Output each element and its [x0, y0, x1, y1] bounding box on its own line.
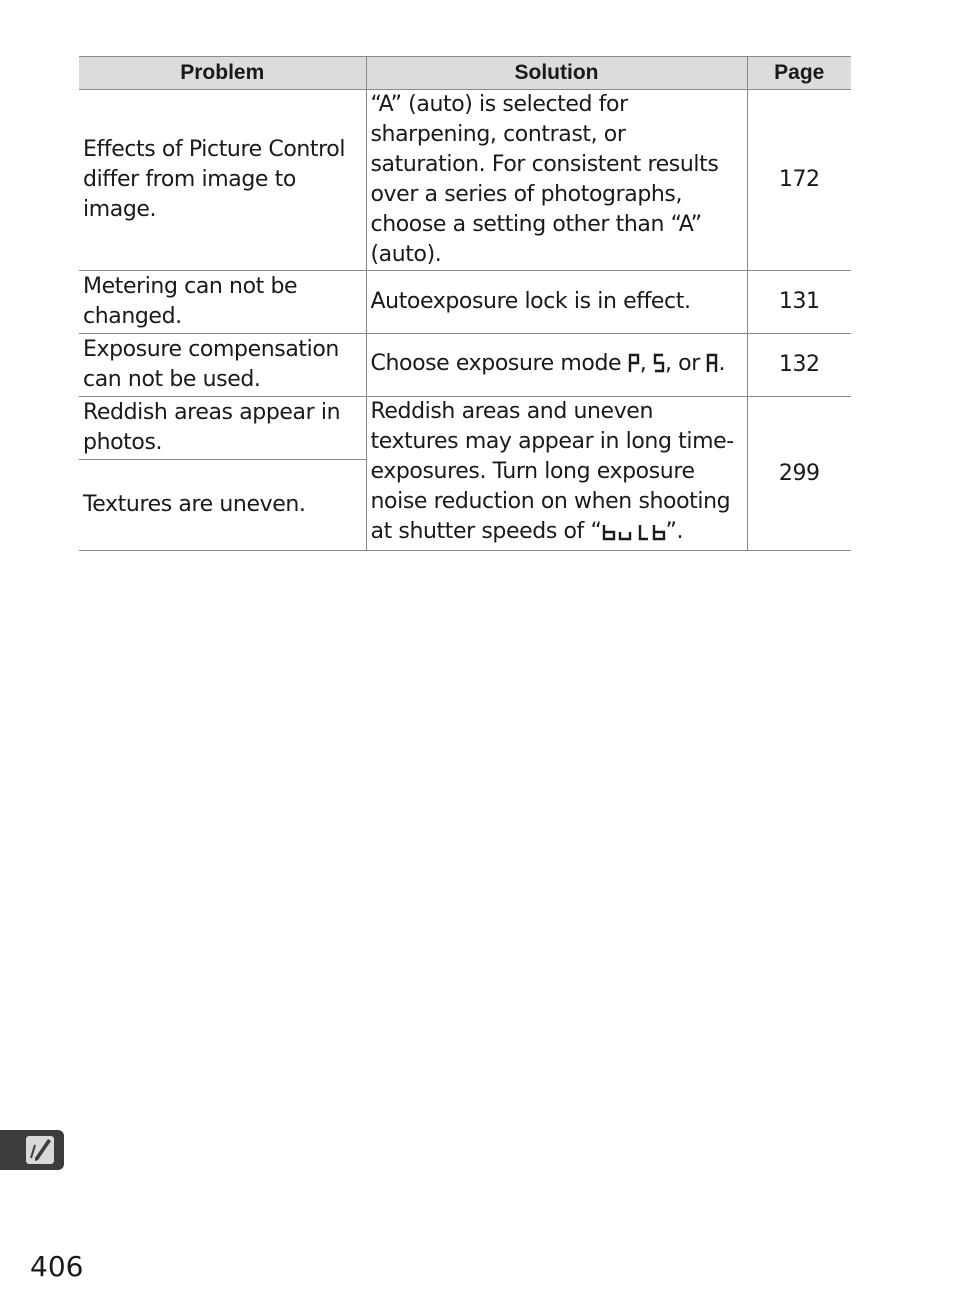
- solution-text: ”.: [665, 519, 684, 544]
- table-row: [79, 90, 851, 271]
- problem-cell: Effects of Picture Control differ from image to image.: [79, 90, 366, 271]
- problem-cell: Reddish areas appear in photos.: [79, 397, 366, 460]
- header-solution: Solution: [366, 57, 747, 90]
- table-row: [79, 334, 851, 397]
- page-cell: 132: [747, 334, 851, 397]
- mode-a-glyph: [706, 353, 718, 373]
- solution-cell: “A” (auto) is selected for sharpening, contrast, or saturation. For consistent results over a series of photographs, choose a setting other than “A” (auto).: [366, 90, 747, 271]
- table-row: [79, 397, 851, 460]
- problem-cell: Exposure compensation can not be used.: [79, 334, 366, 397]
- solution-text: ,: [639, 350, 653, 376]
- troubleshooting-icon: [26, 1136, 54, 1164]
- problem-cell: Textures are uneven.: [79, 460, 366, 551]
- solution-cell: [366, 397, 747, 551]
- mode-s-glyph: [653, 353, 665, 373]
- lcd-mode-a-icon: [706, 352, 718, 382]
- page-number: 406: [30, 1250, 84, 1283]
- solution-text: , or: [664, 350, 707, 376]
- header-problem: Problem: [79, 57, 366, 90]
- lcd-mode-s-icon: [653, 352, 665, 382]
- solution-text: Choose exposure mode: [370, 350, 628, 376]
- table-header-row: [79, 57, 851, 90]
- pen-glyph: [26, 1136, 54, 1164]
- lcd-bulb-icon: [602, 520, 666, 550]
- table-row: [79, 271, 851, 334]
- troubleshooting-tab: [0, 1130, 64, 1170]
- solution-cell: [366, 334, 747, 397]
- problem-cell: Metering can not be changed.: [79, 271, 366, 334]
- header-page: Page: [747, 57, 851, 90]
- bulb-glyph: [602, 521, 666, 541]
- lcd-mode-p-icon: [628, 352, 640, 382]
- page-cell: 299: [747, 397, 851, 551]
- solution-cell: Autoexposure lock is in effect.: [366, 271, 747, 334]
- solution-text: .: [718, 350, 726, 376]
- page-cell: 172: [747, 90, 851, 271]
- mode-p-glyph: [628, 353, 640, 373]
- page-cell: 131: [747, 271, 851, 334]
- troubleshooting-table: [79, 56, 851, 551]
- solution-text: Reddish areas and uneven textures may appear in long time-exposures. Turn long exposure noise reduction on when shooting at shutter speeds of “: [370, 399, 734, 544]
